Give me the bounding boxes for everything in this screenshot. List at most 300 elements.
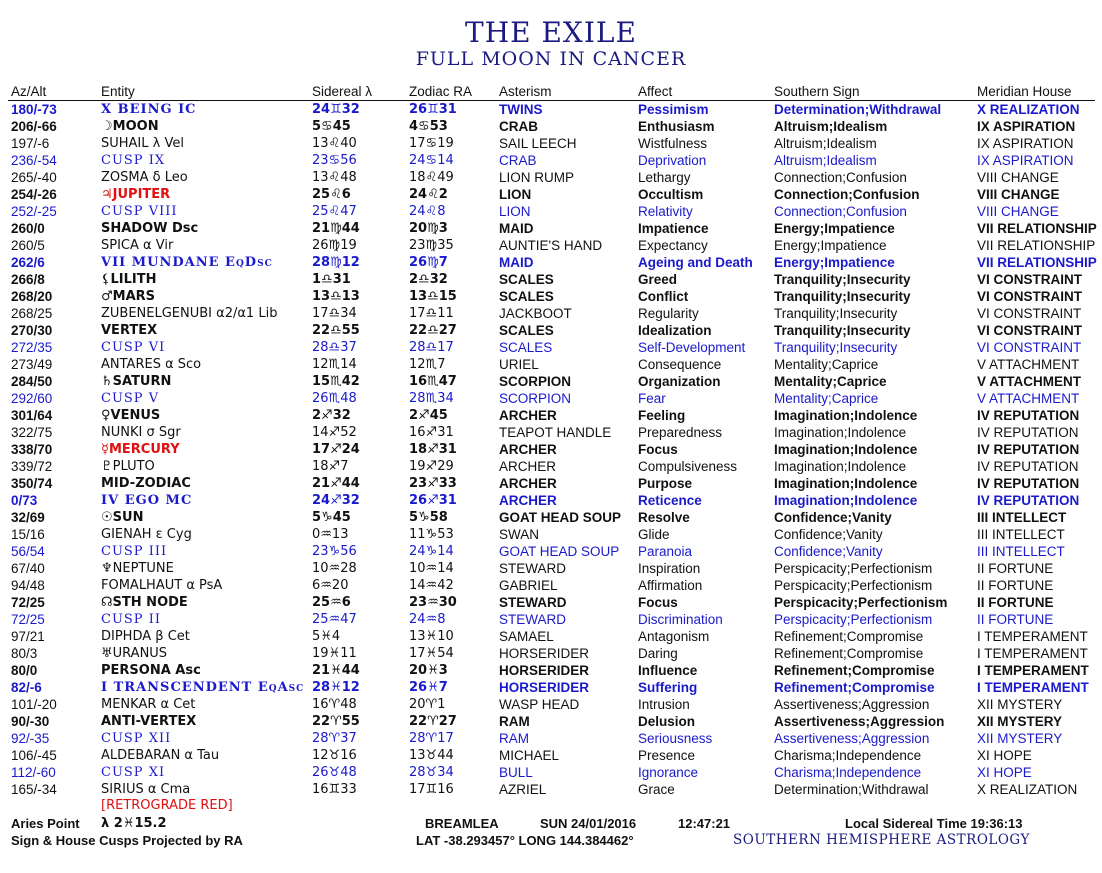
zodiac-ra-cell: 23♐33 (409, 476, 457, 491)
entity-cell: CUSP XI (101, 765, 166, 780)
az-alt-cell: 0/73 (11, 493, 38, 508)
entity-cell: GIENAH ε Cyg (101, 527, 192, 542)
entity-cell: ALDEBARAN α Tau (101, 748, 220, 763)
meridian-house-cell: IX ASPIRATION (977, 119, 1076, 134)
sidereal-cell: 23♋56 (312, 153, 357, 168)
az-alt-cell: 350/74 (11, 476, 53, 491)
meridian-house-cell: V ATTACHMENT (977, 374, 1081, 389)
az-alt-cell: 254/-26 (11, 187, 57, 202)
entity-cell: ZUBENELGENUBI α2/α1 Lib (101, 306, 278, 321)
southern-sign-cell: Confidence;Vanity (774, 544, 883, 559)
affect-cell: Intrusion (638, 697, 690, 712)
az-alt-cell: 260/0 (11, 221, 45, 236)
southern-sign-cell: Imagination;Indolence (774, 408, 918, 423)
table-row (0, 577, 1102, 594)
sidereal-cell: 28♈37 (312, 731, 357, 746)
meridian-house-cell: VI CONSTRAINT (977, 289, 1083, 304)
asterism-cell: RAM (499, 714, 530, 729)
asterism-cell: LION (499, 187, 532, 202)
sidereal-cell: 25♒47 (312, 612, 357, 627)
entity-cell: ANTARES α Sco (101, 357, 202, 372)
table-row (0, 203, 1102, 220)
meridian-house-cell: VIII CHANGE (977, 170, 1059, 185)
southern-sign-cell: Connection;Confusion (774, 170, 907, 185)
table-row (0, 662, 1102, 679)
affect-cell: Focus (638, 442, 678, 457)
meridian-house-cell: IX ASPIRATION (977, 136, 1074, 151)
table-row (0, 186, 1102, 203)
meridian-house-cell: I TEMPERAMENT (977, 629, 1088, 644)
southern-sign-cell: Imagination;Indolence (774, 459, 907, 474)
table-row (0, 696, 1102, 713)
southern-sign-cell: Perspicacity;Perfectionism (774, 595, 948, 610)
header-az-alt: Az/Alt (11, 84, 47, 99)
table-row (0, 288, 1102, 305)
sidereal-cell: 28♎37 (312, 340, 357, 355)
sidereal-cell: 15♏42 (312, 374, 360, 389)
southern-sign-cell: Perspicacity;Perfectionism (774, 612, 933, 627)
affect-cell: Reticence (638, 493, 702, 508)
southern-sign-cell: Connection;Confusion (774, 204, 907, 219)
zodiac-ra-cell: 5♑58 (409, 510, 448, 525)
header-asterism: Asterism (499, 84, 552, 99)
zodiac-ra-cell: 23♍35 (409, 238, 454, 253)
southern-sign-cell: Altruism;Idealism (774, 153, 877, 168)
affect-cell: Presence (638, 748, 696, 763)
meridian-house-cell: II FORTUNE (977, 595, 1054, 610)
affect-cell: Organization (638, 374, 721, 389)
southern-sign-cell: Confidence;Vanity (774, 527, 883, 542)
az-alt-cell: 252/-25 (11, 204, 57, 219)
sidereal-cell: 25♌6 (312, 187, 351, 202)
zodiac-ra-cell: 28♉34 (409, 765, 454, 780)
az-alt-cell: 265/-40 (11, 170, 57, 185)
affect-cell: Focus (638, 595, 678, 610)
sidereal-cell: 24♊32 (312, 102, 360, 117)
az-alt-cell: 339/72 (11, 459, 53, 474)
southern-sign-cell: Imagination;Indolence (774, 442, 918, 457)
asterism-cell: SAIL LEECH (499, 136, 577, 151)
southern-sign-cell: Assertiveness;Aggression (774, 714, 945, 729)
az-alt-cell: 266/8 (11, 272, 45, 287)
asterism-cell: ARCHER (499, 442, 557, 457)
az-alt-cell: 80/3 (11, 646, 38, 661)
meridian-house-cell: IV REPUTATION (977, 408, 1080, 423)
sidereal-cell: 13♎13 (312, 289, 360, 304)
zodiac-ra-cell: 28♏34 (409, 391, 454, 406)
zodiac-ra-cell: 18♌49 (409, 170, 454, 185)
entity-cell: ☊STH NODE (101, 595, 188, 610)
affect-cell: Feeling (638, 408, 686, 423)
aries-point-value: λ 2♓15.2 (101, 816, 167, 831)
sidereal-cell: 5♓4 (312, 629, 341, 644)
header-sidereal: Sidereal λ (312, 84, 373, 99)
affect-cell: Grace (638, 782, 675, 797)
table-row (0, 373, 1102, 390)
asterism-cell: STEWARD (499, 561, 566, 576)
entity-cell: SPICA α Vir (101, 238, 174, 253)
southern-sign-cell: Assertiveness;Aggression (774, 731, 930, 746)
asterism-cell: SCALES (499, 289, 554, 304)
affect-cell: Ignorance (638, 765, 699, 780)
asterism-cell: AUNTIE'S HAND (499, 238, 603, 253)
southern-sign-cell: Imagination;Indolence (774, 476, 918, 491)
affect-cell: Occultism (638, 187, 704, 202)
affect-cell: Preparedness (638, 425, 723, 440)
entity-cell: ☽MOON (101, 119, 159, 134)
entity-cell: CUSP VIII (101, 204, 178, 219)
entity-cell: ♆NEPTUNE (101, 561, 174, 576)
meridian-house-cell: XII MYSTERY (977, 697, 1063, 712)
asterism-cell: TEAPOT HANDLE (499, 425, 612, 440)
sidereal-cell: 24♐32 (312, 493, 360, 508)
az-alt-cell: 80/0 (11, 663, 38, 678)
entity-cell: CUSP XII (101, 731, 172, 746)
affect-cell: Expectancy (638, 238, 708, 253)
meridian-house-cell: IV REPUTATION (977, 493, 1080, 508)
az-alt-cell: 106/-45 (11, 748, 57, 763)
zodiac-ra-cell: 2♎32 (409, 272, 448, 287)
meridian-house-cell: VII RELATIONSHIP (977, 255, 1097, 270)
zodiac-ra-cell: 26♊31 (409, 102, 457, 117)
southern-sign-cell: Charisma;Independence (774, 765, 922, 780)
az-alt-cell: 15/16 (11, 527, 45, 542)
southern-sign-cell: Imagination;Indolence (774, 493, 918, 508)
sidereal-cell: 19♓11 (312, 646, 357, 661)
entity-cell: MID-ZODIAC (101, 476, 191, 491)
table-row (0, 118, 1102, 135)
affect-cell: Fear (638, 391, 666, 406)
az-alt-cell: 268/20 (11, 289, 53, 304)
az-alt-cell: 338/70 (11, 442, 53, 457)
table-row (0, 322, 1102, 339)
header-southern-sign: Southern Sign (774, 84, 860, 99)
table-row (0, 254, 1102, 271)
az-alt-cell: 262/6 (11, 255, 45, 270)
sidereal-cell: 13♌48 (312, 170, 357, 185)
affect-cell: Conflict (638, 289, 689, 304)
sidereal-cell: 0♒13 (312, 527, 349, 542)
meridian-house-cell: XI HOPE (977, 765, 1032, 780)
zodiac-ra-cell: 18♐31 (409, 442, 457, 457)
entity-cell: CUSP V (101, 391, 160, 406)
sidereal-cell: 5♋45 (312, 119, 351, 134)
southern-sign-cell: Tranquility;Insecurity (774, 272, 911, 287)
az-alt-cell: 273/49 (11, 357, 53, 372)
asterism-cell: TWINS (499, 102, 543, 117)
asterism-cell: CRAB (499, 153, 537, 168)
az-alt-cell: 94/48 (11, 578, 45, 593)
asterism-cell: SCALES (499, 340, 553, 355)
time: 12:47:21 (678, 816, 731, 831)
entity-cell: PERSONA Asc (101, 663, 201, 678)
az-alt-cell: 284/50 (11, 374, 53, 389)
az-alt-cell: 260/5 (11, 238, 45, 253)
table-row (0, 424, 1102, 441)
asterism-cell: SAMAEL (499, 629, 554, 644)
affect-cell: Antagonism (638, 629, 710, 644)
sidereal-cell: 21♍44 (312, 221, 360, 236)
meridian-house-cell: IV REPUTATION (977, 425, 1079, 440)
header-zodiac-ra: Zodiac RA (409, 84, 473, 99)
meridian-house-cell: IV REPUTATION (977, 476, 1080, 491)
meridian-house-cell: V ATTACHMENT (977, 357, 1080, 372)
meridian-house-cell: VI CONSTRAINT (977, 272, 1083, 287)
zodiac-ra-cell: 22♎27 (409, 323, 457, 338)
sidereal-cell: 21♐44 (312, 476, 360, 491)
asterism-cell: LION RUMP (499, 170, 575, 185)
table-row (0, 407, 1102, 424)
entity-cell: ☿MERCURY (101, 442, 180, 457)
zodiac-ra-cell: 28♈17 (409, 731, 454, 746)
zodiac-ra-cell: 13♉44 (409, 748, 454, 763)
aries-point-label: Aries Point (11, 816, 80, 831)
az-alt-cell: 236/-54 (11, 153, 57, 168)
entity-cell: CUSP VI (101, 340, 166, 355)
entity-cell: ♀VENUS (101, 408, 161, 423)
zodiac-ra-cell: 26♐31 (409, 493, 457, 508)
zodiac-ra-cell: 26♍7 (409, 255, 448, 270)
table-row (0, 526, 1102, 543)
asterism-cell: ARCHER (499, 476, 557, 491)
entity-cell: IV EGO MC (101, 493, 193, 508)
affect-cell: Influence (638, 663, 698, 678)
sidereal-cell: 14♐52 (312, 425, 357, 440)
meridian-house-cell: I TEMPERAMENT (977, 680, 1089, 695)
sidereal-cell: 22♎55 (312, 323, 360, 338)
zodiac-ra-cell: 20♓3 (409, 663, 448, 678)
sidereal-cell: 28♍12 (312, 255, 360, 270)
zodiac-ra-cell: 10♒14 (409, 561, 454, 576)
affect-cell: Paranoia (638, 544, 693, 559)
entity-cell: ♂MARS (101, 289, 156, 304)
sidereal-cell: 23♑56 (312, 544, 357, 559)
sidereal-cell: 26♍19 (312, 238, 357, 253)
sidereal-cell: 6♒20 (312, 578, 349, 593)
entity-cell: SUHAIL λ Vel (101, 136, 184, 151)
az-alt-cell: 322/75 (11, 425, 53, 440)
zodiac-ra-cell: 24♌2 (409, 187, 448, 202)
entity-cell: NUNKI σ Sgr (101, 425, 181, 440)
table-row (0, 305, 1102, 322)
affect-cell: Inspiration (638, 561, 701, 576)
sidereal-cell: 12♉16 (312, 748, 357, 763)
meridian-house-cell: IV REPUTATION (977, 442, 1080, 457)
asterism-cell: SCORPION (499, 391, 572, 406)
southern-sign-cell: Perspicacity;Perfectionism (774, 578, 933, 593)
southern-sign-cell: Mentality;Caprice (774, 374, 887, 389)
affect-cell: Glide (638, 527, 670, 542)
meridian-house-cell: III INTELLECT (977, 527, 1065, 542)
asterism-cell: SCORPION (499, 374, 572, 389)
entity-cell: ♃JUPITER (101, 187, 171, 202)
az-alt-cell: 292/60 (11, 391, 53, 406)
southern-sign-cell: Determination;Withdrawal (774, 782, 929, 797)
affect-cell: Affirmation (638, 578, 703, 593)
asterism-cell: AZRIEL (499, 782, 547, 797)
affect-cell: Compulsiveness (638, 459, 738, 474)
affect-cell: Impatience (638, 221, 709, 236)
affect-cell: Daring (638, 646, 678, 661)
southern-sign-cell: Mentality;Caprice (774, 391, 879, 406)
affect-cell: Delusion (638, 714, 696, 729)
table-row (0, 713, 1102, 730)
lat-long: LAT -38.293457° LONG 144.384462° (416, 833, 634, 848)
meridian-house-cell: X REALIZATION (977, 102, 1080, 117)
zodiac-ra-cell: 2♐45 (409, 408, 448, 423)
table-row (0, 271, 1102, 288)
zodiac-ra-cell: 13♓10 (409, 629, 454, 644)
asterism-cell: SCALES (499, 272, 554, 287)
az-alt-cell: 165/-34 (11, 782, 57, 797)
table-row (0, 169, 1102, 186)
table-row (0, 747, 1102, 764)
zodiac-ra-cell: 17♋19 (409, 136, 454, 151)
az-alt-cell: 92/-35 (11, 731, 50, 746)
affect-cell: Purpose (638, 476, 693, 491)
table-row (0, 594, 1102, 611)
az-alt-cell: 206/-66 (11, 119, 57, 134)
zodiac-ra-cell: 19♐29 (409, 459, 454, 474)
az-alt-cell: 72/25 (11, 612, 45, 627)
southern-sign-cell: Imagination;Indolence (774, 425, 907, 440)
sidereal-cell: 16♈48 (312, 697, 357, 712)
az-alt-cell: 272/35 (11, 340, 53, 355)
meridian-house-cell: IV REPUTATION (977, 459, 1079, 474)
affect-cell: Greed (638, 272, 678, 287)
entity-cell: SHADOW Dsc (101, 221, 199, 236)
asterism-cell: LION (499, 204, 531, 219)
affect-cell: Resolve (638, 510, 690, 525)
date: SUN 24/01/2016 (540, 816, 637, 831)
sidereal-cell: 26♉48 (312, 765, 357, 780)
zodiac-ra-cell: 17♓54 (409, 646, 454, 661)
meridian-house-cell: X REALIZATION (977, 782, 1078, 797)
entity-cell: VERTEX (101, 323, 158, 338)
az-alt-cell: 90/-30 (11, 714, 50, 729)
asterism-cell: SWAN (499, 527, 539, 542)
sidereal-cell: 25♒6 (312, 595, 351, 610)
sidereal-cell: 5♑45 (312, 510, 351, 525)
zodiac-ra-cell: 12♏7 (409, 357, 446, 372)
zodiac-ra-cell: 28♎17 (409, 340, 454, 355)
asterism-cell: JACKBOOT (499, 306, 572, 321)
az-alt-cell: 101/-20 (11, 697, 57, 712)
entity-cell: ANTI-VERTEX (101, 714, 197, 729)
sidereal-cell: 17♎34 (312, 306, 357, 321)
zodiac-ra-cell: 20♈1 (409, 697, 446, 712)
southern-sign-cell: Confidence;Vanity (774, 510, 892, 525)
southern-sign-cell: Altruism;Idealism (774, 119, 888, 134)
table-row (0, 152, 1102, 169)
asterism-cell: ARCHER (499, 408, 557, 423)
entity-cell: MENKAR α Cet (101, 697, 196, 712)
meridian-house-cell: I TEMPERAMENT (977, 646, 1088, 661)
az-alt-cell: 270/30 (11, 323, 53, 338)
table-row (0, 475, 1102, 492)
header-entity: Entity (101, 84, 135, 99)
az-alt-cell: 197/-6 (11, 136, 50, 151)
table-row (0, 237, 1102, 254)
table-row (0, 101, 1102, 118)
entity-cell: I TRANSCENDENT EqAsc (101, 680, 305, 695)
entity-cell: X BEING IC (101, 102, 197, 117)
southern-sign-cell: Refinement;Compromise (774, 629, 924, 644)
entity-cell: CUSP II (101, 612, 161, 627)
table-row (0, 509, 1102, 526)
zodiac-ra-cell: 17♊16 (409, 782, 454, 797)
meridian-house-cell: II FORTUNE (977, 612, 1054, 627)
meridian-house-cell: VI CONSTRAINT (977, 306, 1082, 321)
meridian-house-cell: XII MYSTERY (977, 714, 1063, 729)
entity-cell: ♄SATURN (101, 374, 172, 389)
asterism-cell: GOAT HEAD SOUP (499, 510, 622, 525)
page-subtitle: FULL MOON IN CANCER (415, 48, 687, 70)
southern-sign-cell: Connection;Confusion (774, 187, 920, 202)
affect-cell: Seriousness (638, 731, 713, 746)
table-row (0, 543, 1102, 560)
az-alt-cell: 72/25 (11, 595, 45, 610)
affect-cell: Ageing and Death (638, 255, 753, 270)
southern-sign-cell: Altruism;Idealism (774, 136, 877, 151)
header-meridian-house: Meridian House (977, 84, 1072, 99)
affect-cell: Consequence (638, 357, 722, 372)
zodiac-ra-cell: 24♌8 (409, 204, 446, 219)
entity-cell: ☉SUN (101, 510, 144, 525)
table-row (0, 645, 1102, 662)
table-row (0, 679, 1102, 696)
affect-cell: Relativity (638, 204, 693, 219)
asterism-cell: MICHAEL (499, 748, 560, 763)
meridian-house-cell: II FORTUNE (977, 578, 1054, 593)
brand-footer: SOUTHERN HEMISPHERE ASTROLOGY (733, 832, 1030, 848)
zodiac-ra-cell: 20♍3 (409, 221, 448, 236)
table-row (0, 135, 1102, 152)
asterism-cell: BULL (499, 765, 533, 780)
projection-note: Sign & House Cusps Projected by RA (11, 833, 243, 848)
table-row (0, 764, 1102, 781)
affect-cell: Lethargy (638, 170, 691, 185)
az-alt-cell: 112/-60 (11, 765, 56, 780)
az-alt-cell: 82/-6 (11, 680, 42, 695)
meridian-house-cell: VII RELATIONSHIP (977, 221, 1097, 236)
az-alt-cell: 32/69 (11, 510, 45, 525)
zodiac-ra-cell: 23♒30 (409, 595, 457, 610)
asterism-cell: MAID (499, 221, 534, 236)
table-row (0, 628, 1102, 645)
zodiac-ra-cell: 4♋53 (409, 119, 448, 134)
meridian-house-cell: III INTELLECT (977, 544, 1065, 559)
affect-cell: Discrimination (638, 612, 723, 627)
meridian-house-cell: I TEMPERAMENT (977, 663, 1089, 678)
asterism-cell: SCALES (499, 323, 554, 338)
asterism-cell: HORSERIDER (499, 663, 590, 678)
page-title: THE EXILE (465, 16, 637, 49)
meridian-house-cell: IX ASPIRATION (977, 153, 1074, 168)
zodiac-ra-cell: 16♐31 (409, 425, 454, 440)
entity-cell: FOMALHAUT α PsA (101, 578, 223, 593)
affect-cell: Regularity (638, 306, 699, 321)
sidereal-cell: 1♎31 (312, 272, 351, 287)
southern-sign-cell: Charisma;Independence (774, 748, 922, 763)
affect-cell: Wistfulness (638, 136, 708, 151)
southern-sign-cell: Perspicacity;Perfectionism (774, 561, 933, 576)
southern-sign-cell: Tranquility;Insecurity (774, 340, 898, 355)
meridian-house-cell: II FORTUNE (977, 561, 1054, 576)
meridian-house-cell: V ATTACHMENT (977, 391, 1080, 406)
meridian-house-cell: VIII CHANGE (977, 187, 1060, 202)
az-alt-cell: 301/64 (11, 408, 53, 423)
